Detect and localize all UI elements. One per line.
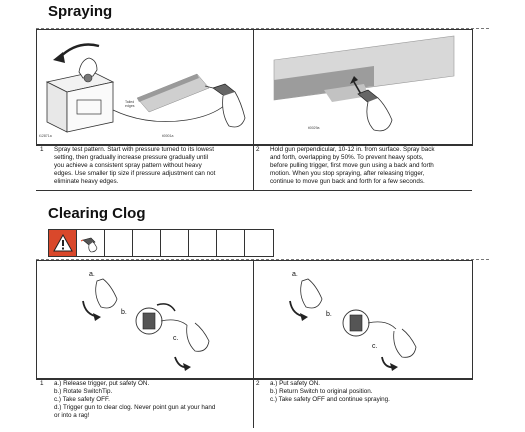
figure-label-c: c. (173, 335, 179, 342)
section-title-clearing-clog: Clearing Clog (48, 205, 146, 222)
figure-code: ti0029a (308, 126, 320, 130)
caption-top-rule (36, 378, 472, 379)
warning-symbol-row (48, 229, 274, 257)
step-text: Spray test pattern. Start with pressure turned to its lowest setting, then gradually increase pressure gradually until you achieve a consistent spray pattern without heavy edges. Use smaller tip size if pressure adjustment can not eliminate heavy edges. (54, 146, 216, 186)
spray-technique-figure (253, 29, 473, 146)
step-text: a.) Put safety ON. b.) Return Switch to original position. c.) Take safety OFF and continue spraying. (270, 380, 390, 404)
step-number: 2 (256, 380, 260, 387)
sprayer-and-gun-illustration (37, 30, 254, 145)
step-number: 2 (256, 146, 260, 153)
caption-divider (253, 144, 254, 190)
rotate-arrow-icon (59, 45, 99, 59)
step-text: Hold gun perpendicular, 10-12 in. from surface. Spray back and forth, overlapping by 50%. To prevent heavy spots, before pulling trigger, first move gun using a back and forth motion. When you stop spraying, after releasing trigger, continue to move gun back and forth for a few seconds. (270, 146, 435, 186)
spraying-step-1 (40, 146, 252, 190)
clog-step-1 (40, 380, 252, 426)
spraying-wall-illustration (254, 30, 472, 145)
figure-code: t12871a (39, 134, 52, 138)
spraying-step-2 (256, 146, 470, 190)
figure-label-b: b. (121, 309, 127, 316)
warning-empty-cell (245, 230, 273, 256)
spray-test-figure (36, 29, 255, 146)
warning-empty-cell (217, 230, 245, 256)
rotate-tip-arrow-icon (157, 304, 175, 311)
clog-step-2 (256, 380, 470, 426)
caption-divider (253, 378, 254, 428)
trigger-arrow-icon (83, 301, 99, 317)
figure-label-b: b. (326, 311, 332, 318)
step-number: 1 (40, 380, 44, 387)
return-switch-illustration (254, 261, 472, 379)
figure-bottom-code: ti0001a (162, 134, 174, 138)
warning-empty-cell (189, 230, 217, 256)
warning-empty-cell (133, 230, 161, 256)
figure-label-c: c. (372, 343, 378, 350)
clear-clog-illustration (37, 261, 254, 379)
gun-injection-icon (77, 230, 105, 256)
warning-triangle-icon (49, 230, 77, 256)
caption-bottom-rule (36, 190, 472, 191)
warning-empty-cell (105, 230, 133, 256)
step-number: 1 (40, 146, 44, 153)
caption-top-rule (36, 144, 472, 145)
step-text: a.) Release trigger, put safety ON. b.) Rotate SwitchTip. c.) Take safety OFF. d.) Trigger gun to clear clog. Never point gun at your hand or into a rag! (54, 380, 216, 420)
clear-clog-figure (36, 260, 255, 380)
figure-label-a: a. (292, 271, 298, 278)
figure-label-a: a. (89, 271, 95, 278)
section-title-spraying: Spraying (48, 3, 113, 20)
return-switch-figure (253, 260, 473, 380)
tailed-edges-label: Tailed edges (125, 100, 135, 108)
warning-empty-cell (161, 230, 189, 256)
